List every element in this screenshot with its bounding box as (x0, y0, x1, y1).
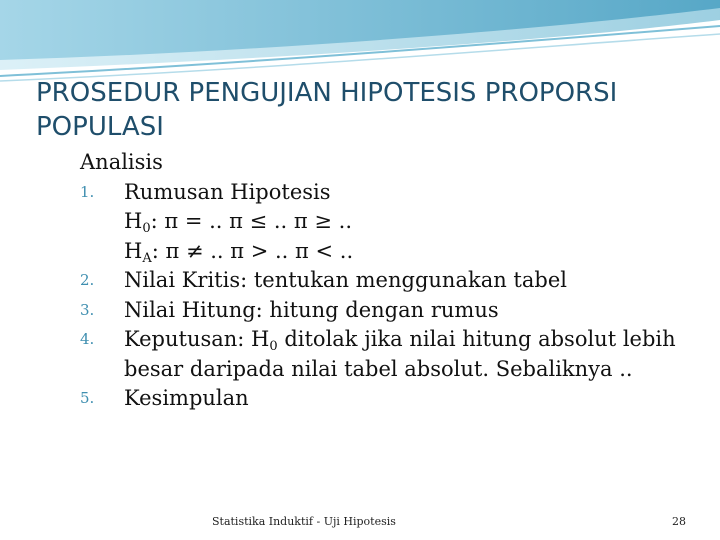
list-item (80, 325, 700, 384)
h0-relations: : π = .. π ≤ .. π ≥ .. (150, 209, 353, 233)
list-item (80, 178, 700, 208)
list-number: 4. (80, 330, 95, 348)
alternative-hypothesis-line (80, 237, 700, 267)
list-item (80, 384, 700, 414)
h0-letter: H (124, 209, 143, 233)
list-number: 1. (80, 182, 95, 201)
slide-body (80, 148, 700, 414)
list-text: Nilai Hitung: hitung dengan rumus (124, 297, 499, 322)
list-text (124, 325, 700, 384)
list-number: 3. (80, 300, 95, 319)
slide-footer: Statistika Induktif - Uji Hipotesis (212, 515, 396, 528)
page-number: 28 (672, 515, 686, 528)
slide-title: PROSEDUR PENGUJIAN HIPOTESIS PROPORSI POPULASI (36, 78, 618, 142)
decision-text-start: Keputusan: H (124, 327, 270, 351)
list-text: Kesimpulan (124, 386, 249, 410)
null-hypothesis-line (80, 207, 700, 237)
list-number: 2. (80, 271, 95, 289)
list-item (80, 296, 700, 326)
ha-letter: H (124, 238, 143, 263)
list-text: Rumusan Hipotesis (124, 179, 331, 204)
decision-text-end: ditolak jika nilai hitung absolut lebih besar daripada nilai tabel absolut. Sebaliknya .. (124, 327, 676, 381)
decision-subscript: 0 (269, 339, 278, 354)
ha-relations: : π ≠ .. π > .. π < .. (151, 238, 354, 263)
list-number: 5. (80, 389, 95, 407)
ha-subscript: A (142, 250, 152, 266)
list-text: Nilai Kritis: tentukan menggunakan tabel (124, 268, 567, 292)
section-heading: Analisis (80, 150, 163, 174)
list-item (80, 266, 700, 296)
h0-subscript: 0 (142, 221, 151, 236)
